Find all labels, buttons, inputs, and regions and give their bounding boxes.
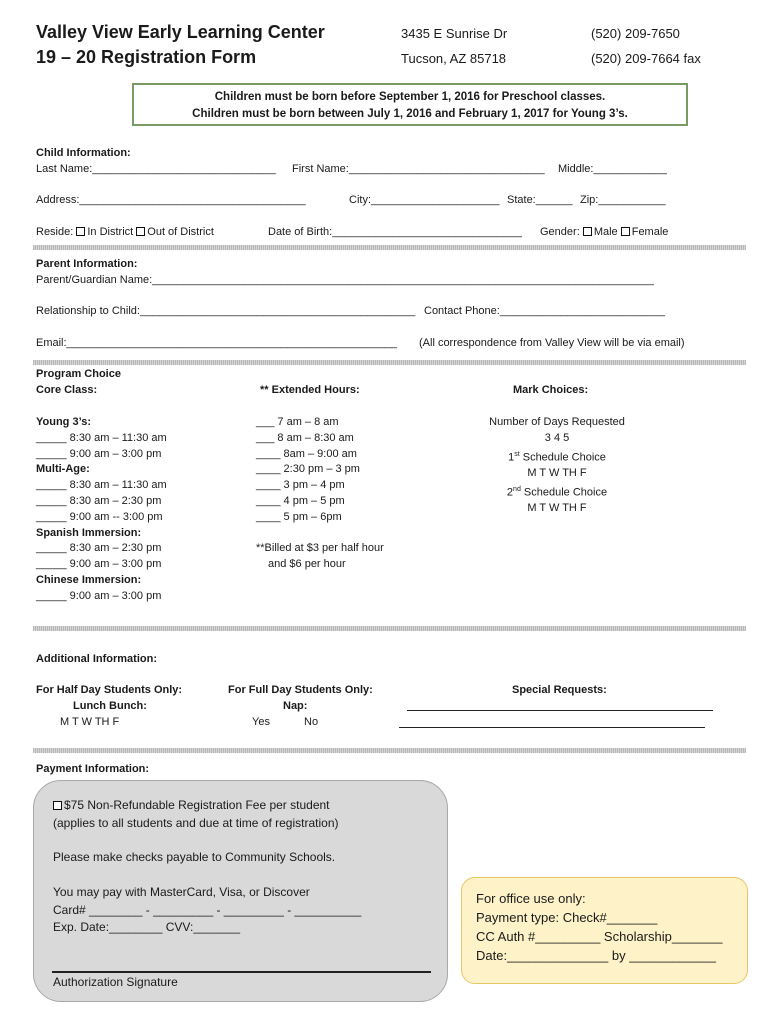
street-address: 3435 E Sunrise Dr (401, 26, 508, 41)
billing-note: **Billed at $3 per half hour (256, 542, 384, 554)
extended-hours-option[interactable]: ____ 2:30 pm – 3 pm (256, 463, 360, 476)
parent-info-heading: Parent Information: (36, 258, 138, 270)
out-district-label: Out of District (147, 226, 214, 238)
extended-hours-list (256, 415, 360, 526)
contact-phone-field[interactable]: Contact Phone:___________________________ (424, 305, 666, 317)
zip-field[interactable]: Zip:___________ (580, 194, 666, 206)
female-checkbox[interactable] (621, 227, 630, 236)
male-label: Male (593, 226, 618, 238)
signature-line[interactable] (52, 971, 431, 973)
payment-type-field[interactable]: Payment type: Check#_______ (476, 910, 658, 925)
lunch-bunch-label: Lunch Bunch: (73, 700, 147, 712)
nap-yes-option[interactable]: Yes (252, 716, 270, 728)
nap-no-option[interactable]: No (304, 716, 319, 728)
second-schedule-choice: 2nd Schedule Choice (506, 485, 608, 499)
date-of-birth-field[interactable]: Date of Birth:_______________________________ (268, 226, 522, 238)
state-field[interactable]: State:______ (507, 194, 573, 206)
core-class-group-label: Spanish Immersion: (36, 526, 142, 539)
days-options[interactable]: 3 4 5 (544, 431, 570, 444)
core-class-group-label: Multi-Age: (36, 463, 90, 476)
core-class-option[interactable]: _____ 8:30 am – 2:30 pm (36, 494, 162, 507)
birthdate-notice (132, 83, 688, 126)
fee-note: (applies to all students and due at time of registration) (53, 816, 339, 830)
extended-hours-option[interactable]: ____ 5 pm – 6pm (256, 510, 342, 523)
middle-name-field[interactable]: Middle:____________ (558, 163, 667, 175)
core-class-option[interactable]: _____ 9:00 am -- 3:00 pm (36, 510, 163, 523)
first-schedule-choice: 1st Schedule Choice (508, 450, 606, 464)
reside-group (36, 226, 214, 238)
gender-label: Gender: (540, 226, 580, 238)
relationship-field[interactable]: Relationship to Child:_____________________________________________ (36, 305, 416, 317)
exp-cvv-field[interactable]: Exp. Date:________ CVV:_______ (53, 920, 241, 934)
city-field[interactable]: City:_____________________ (349, 194, 500, 206)
first-choice-days[interactable]: M T W TH F (527, 467, 587, 480)
child-info-heading: Child Information: (36, 147, 131, 159)
city-address: Tucson, AZ 85718 (401, 51, 507, 66)
extended-hours-option[interactable]: ___ 7 am – 8 am (256, 416, 339, 428)
fee-checkbox[interactable] (53, 801, 62, 810)
extended-hours-option[interactable]: ____ 4 pm – 5 pm (256, 494, 345, 507)
extended-hours-option[interactable]: ____ 8am – 9:00 am (256, 447, 357, 460)
mark-choices-heading: Mark Choices: (513, 384, 589, 396)
core-class-group-label: Chinese Immersion: (36, 573, 142, 586)
card-number-field[interactable]: Card# ________ - _________ - _________ - __________ (53, 903, 362, 917)
special-requests-line-1[interactable] (407, 710, 713, 711)
office-use-title: For office use only: (476, 891, 586, 906)
section-divider (33, 360, 746, 365)
core-class-option[interactable]: _____ 9:00 am – 3:00 pm (36, 447, 162, 460)
card-types-note: You may pay with MasterCard, Visa, or Discover (53, 885, 310, 899)
second-choice-days[interactable]: M T W TH F (527, 502, 587, 515)
full-day-heading: For Full Day Students Only: (228, 684, 373, 696)
core-class-option[interactable]: _____ 8:30 am – 2:30 pm (36, 542, 162, 555)
form-title: 19 – 20 Registration Form (36, 47, 257, 67)
additional-info-heading: Additional Information: (36, 653, 157, 665)
address-field[interactable]: Address:_____________________________________ (36, 194, 306, 206)
reside-label: Reside: (36, 226, 74, 238)
extended-hours-option[interactable]: ____ 3 pm – 4 pm (256, 479, 345, 492)
nap-label: Nap: (283, 700, 308, 712)
notice-line-2: Children must be born between July 1, 2016 and February 1, 2017 for Young 3’s. (192, 108, 628, 120)
section-divider (33, 245, 746, 250)
last-name-field[interactable]: Last Name:______________________________ (36, 163, 276, 175)
office-use-box (461, 877, 748, 984)
lunch-bunch-days[interactable]: M T W TH F (60, 716, 120, 728)
special-requests-label: Special Requests: (512, 684, 607, 696)
registration-fee-text: $75 Non-Refundable Registration Fee per student (64, 798, 330, 812)
female-label: Female (631, 226, 669, 238)
core-class-option[interactable]: _____ 9:00 am – 3:00 pm (36, 558, 162, 571)
out-district-checkbox[interactable] (136, 227, 145, 236)
school-name: Valley View Early Learning Center (36, 22, 325, 42)
gender-group (540, 226, 668, 238)
male-checkbox[interactable] (583, 227, 592, 236)
first-name-field[interactable]: First Name:________________________________ (292, 163, 545, 175)
checks-payable-note: Please make checks payable to Community Schools. (53, 850, 336, 864)
program-heading: Program Choice (36, 368, 121, 380)
mark-choices-block (457, 415, 657, 517)
core-class-list (36, 415, 167, 605)
fax-number: (520) 209-7664 fax (591, 51, 701, 66)
phone-number: (520) 209-7650 (591, 26, 680, 41)
email-field[interactable]: Email:______________________________________________________ (36, 337, 397, 349)
office-date-field[interactable]: Date:______________ by ____________ (476, 948, 717, 963)
in-district-checkbox[interactable] (76, 227, 85, 236)
special-requests-line-2[interactable] (399, 727, 705, 728)
section-divider (33, 626, 746, 631)
extended-hours-option[interactable]: ___ 8 am – 8:30 am (256, 431, 354, 444)
registration-fee-line (53, 798, 330, 812)
payment-box (33, 780, 448, 1002)
section-divider (33, 748, 746, 753)
email-note: (All correspondence from Valley View will be via email) (419, 337, 685, 349)
half-day-heading: For Half Day Students Only: (36, 684, 183, 696)
core-class-heading: Core Class: (36, 384, 98, 396)
cc-auth-field[interactable]: CC Auth #_________ Scholarship_______ (476, 929, 723, 944)
days-requested-label: Number of Days Requested (489, 416, 625, 428)
core-class-group-label: Young 3’s: (36, 416, 91, 428)
core-class-option[interactable]: _____ 9:00 am – 3:00 pm (36, 589, 162, 602)
extended-hours-heading: ** Extended Hours: (260, 384, 360, 396)
payment-info-heading: Payment Information: (36, 763, 150, 775)
authorization-signature-label: Authorization Signature (53, 975, 178, 989)
core-class-option[interactable]: _____ 8:30 am – 11:30 am (36, 479, 167, 492)
in-district-label: In District (87, 226, 134, 238)
guardian-name-field[interactable]: Parent/Guardian Name:__________________________________________________________________________________ (36, 274, 654, 286)
billing-note-2: and $6 per hour (268, 558, 346, 570)
core-class-option[interactable]: _____ 8:30 am – 11:30 am (36, 431, 167, 444)
notice-line-1: Children must be born before September 1, 2016 for Preschool classes. (214, 91, 606, 103)
